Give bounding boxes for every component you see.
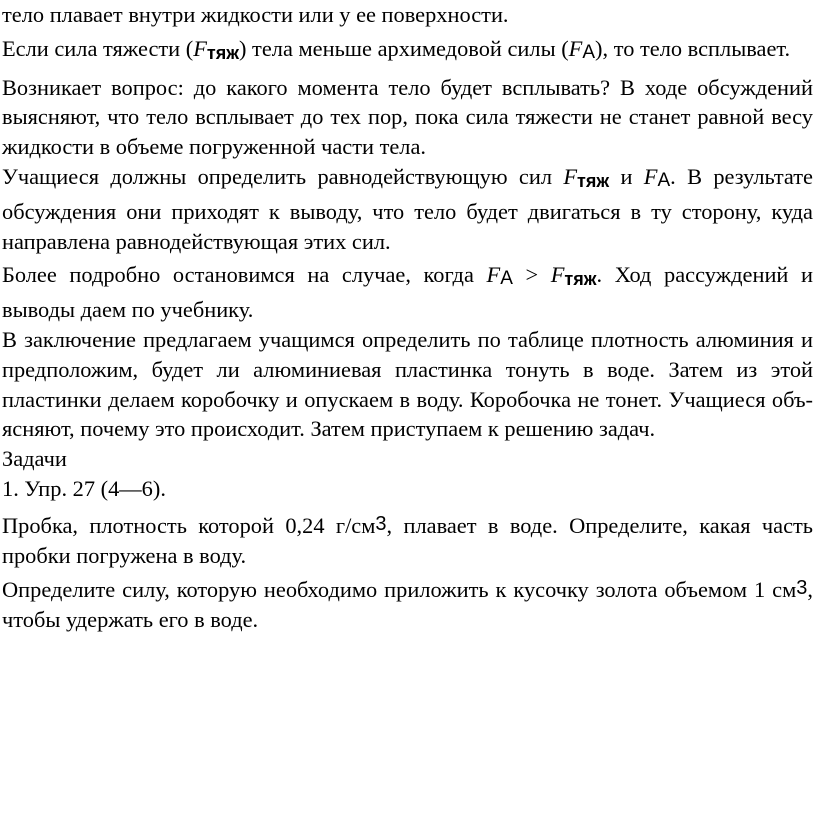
text-run: Более подробно остановимся на случае, когда [2,262,487,288]
subscript-gravity: тяж [206,42,239,63]
text-run: Если сила тяжести ( [2,35,194,61]
text-run: . Ход рассуждений и выводы даем по учебнику. [2,262,813,323]
subscript-gravity: тяж [564,269,597,290]
subscript-gravity: тяж [577,170,610,191]
paragraph-3: Возникает вопрос: до какого момента тело будет всплывать? В ходе обсуждений выясняют, что тело всплывает до тех пор, пока сила тяжести не станет равной весу жидкости в объеме погруженной части тела. [2,74,813,160]
text-run: . В результате обсуждения они приходят к выводу, что тело будет двигаться в ту сторону, куда направлена равнодействующая этих сил. [2,163,813,254]
text-run: Определите силу, которую необходимо приложить к кусочку золота объемом 1 см [2,577,797,603]
paragraph-2 [2,34,813,69]
task-3 [2,574,813,635]
text-run: , плавает в воде. Определите, какая часть пробки погружена в воду. [2,512,814,568]
text-run: Пробка, плотность которой 0,24 г/см [2,512,376,538]
superscript-3: 3 [375,512,387,535]
superscript-3: 3 [796,577,808,600]
text-run: ), то тело всплывает. [595,35,791,61]
subscript-archimedes: A [500,268,513,290]
text-run: Учащиеся должны определить равнодействующую сил [2,163,564,189]
paragraph-1: тело плавает внутри жидкости или у ее поверхности. [2,2,509,27]
force-symbol: F [486,262,501,288]
force-symbol: F [563,163,578,189]
text-run: > [512,262,551,288]
paragraph-6: В заключение предлагаем учащимся определить по таблице плотность алюминия и предположим, будет ли алюминиевая пластинка тонуть в воде. Затем из этой пластинки делаем коробочку и опускаем в воду. Коробочка не тонет. Учащиеся объ- ясняют, почему это происходит. Затем приступаем к решению задач. [2,326,813,442]
text-run: ) тела меньше архимедовой силы ( [239,35,569,61]
text-run: и [609,163,644,189]
subscript-archimedes: A [657,169,671,191]
tasks-heading: Задачи [2,446,67,472]
force-symbol: F [550,262,565,288]
task-2 [2,510,813,571]
force-symbol: F [643,163,658,189]
paragraph-5 [2,260,813,325]
text-run: , чтобы удержать его в воде. [2,577,813,633]
paragraph-4 [2,162,813,256]
force-symbol: F [568,35,583,61]
force-symbol: F [193,35,207,61]
subscript-archimedes: A [582,41,596,63]
task-1: 1. Упр. 27 (4—6). [2,475,166,501]
